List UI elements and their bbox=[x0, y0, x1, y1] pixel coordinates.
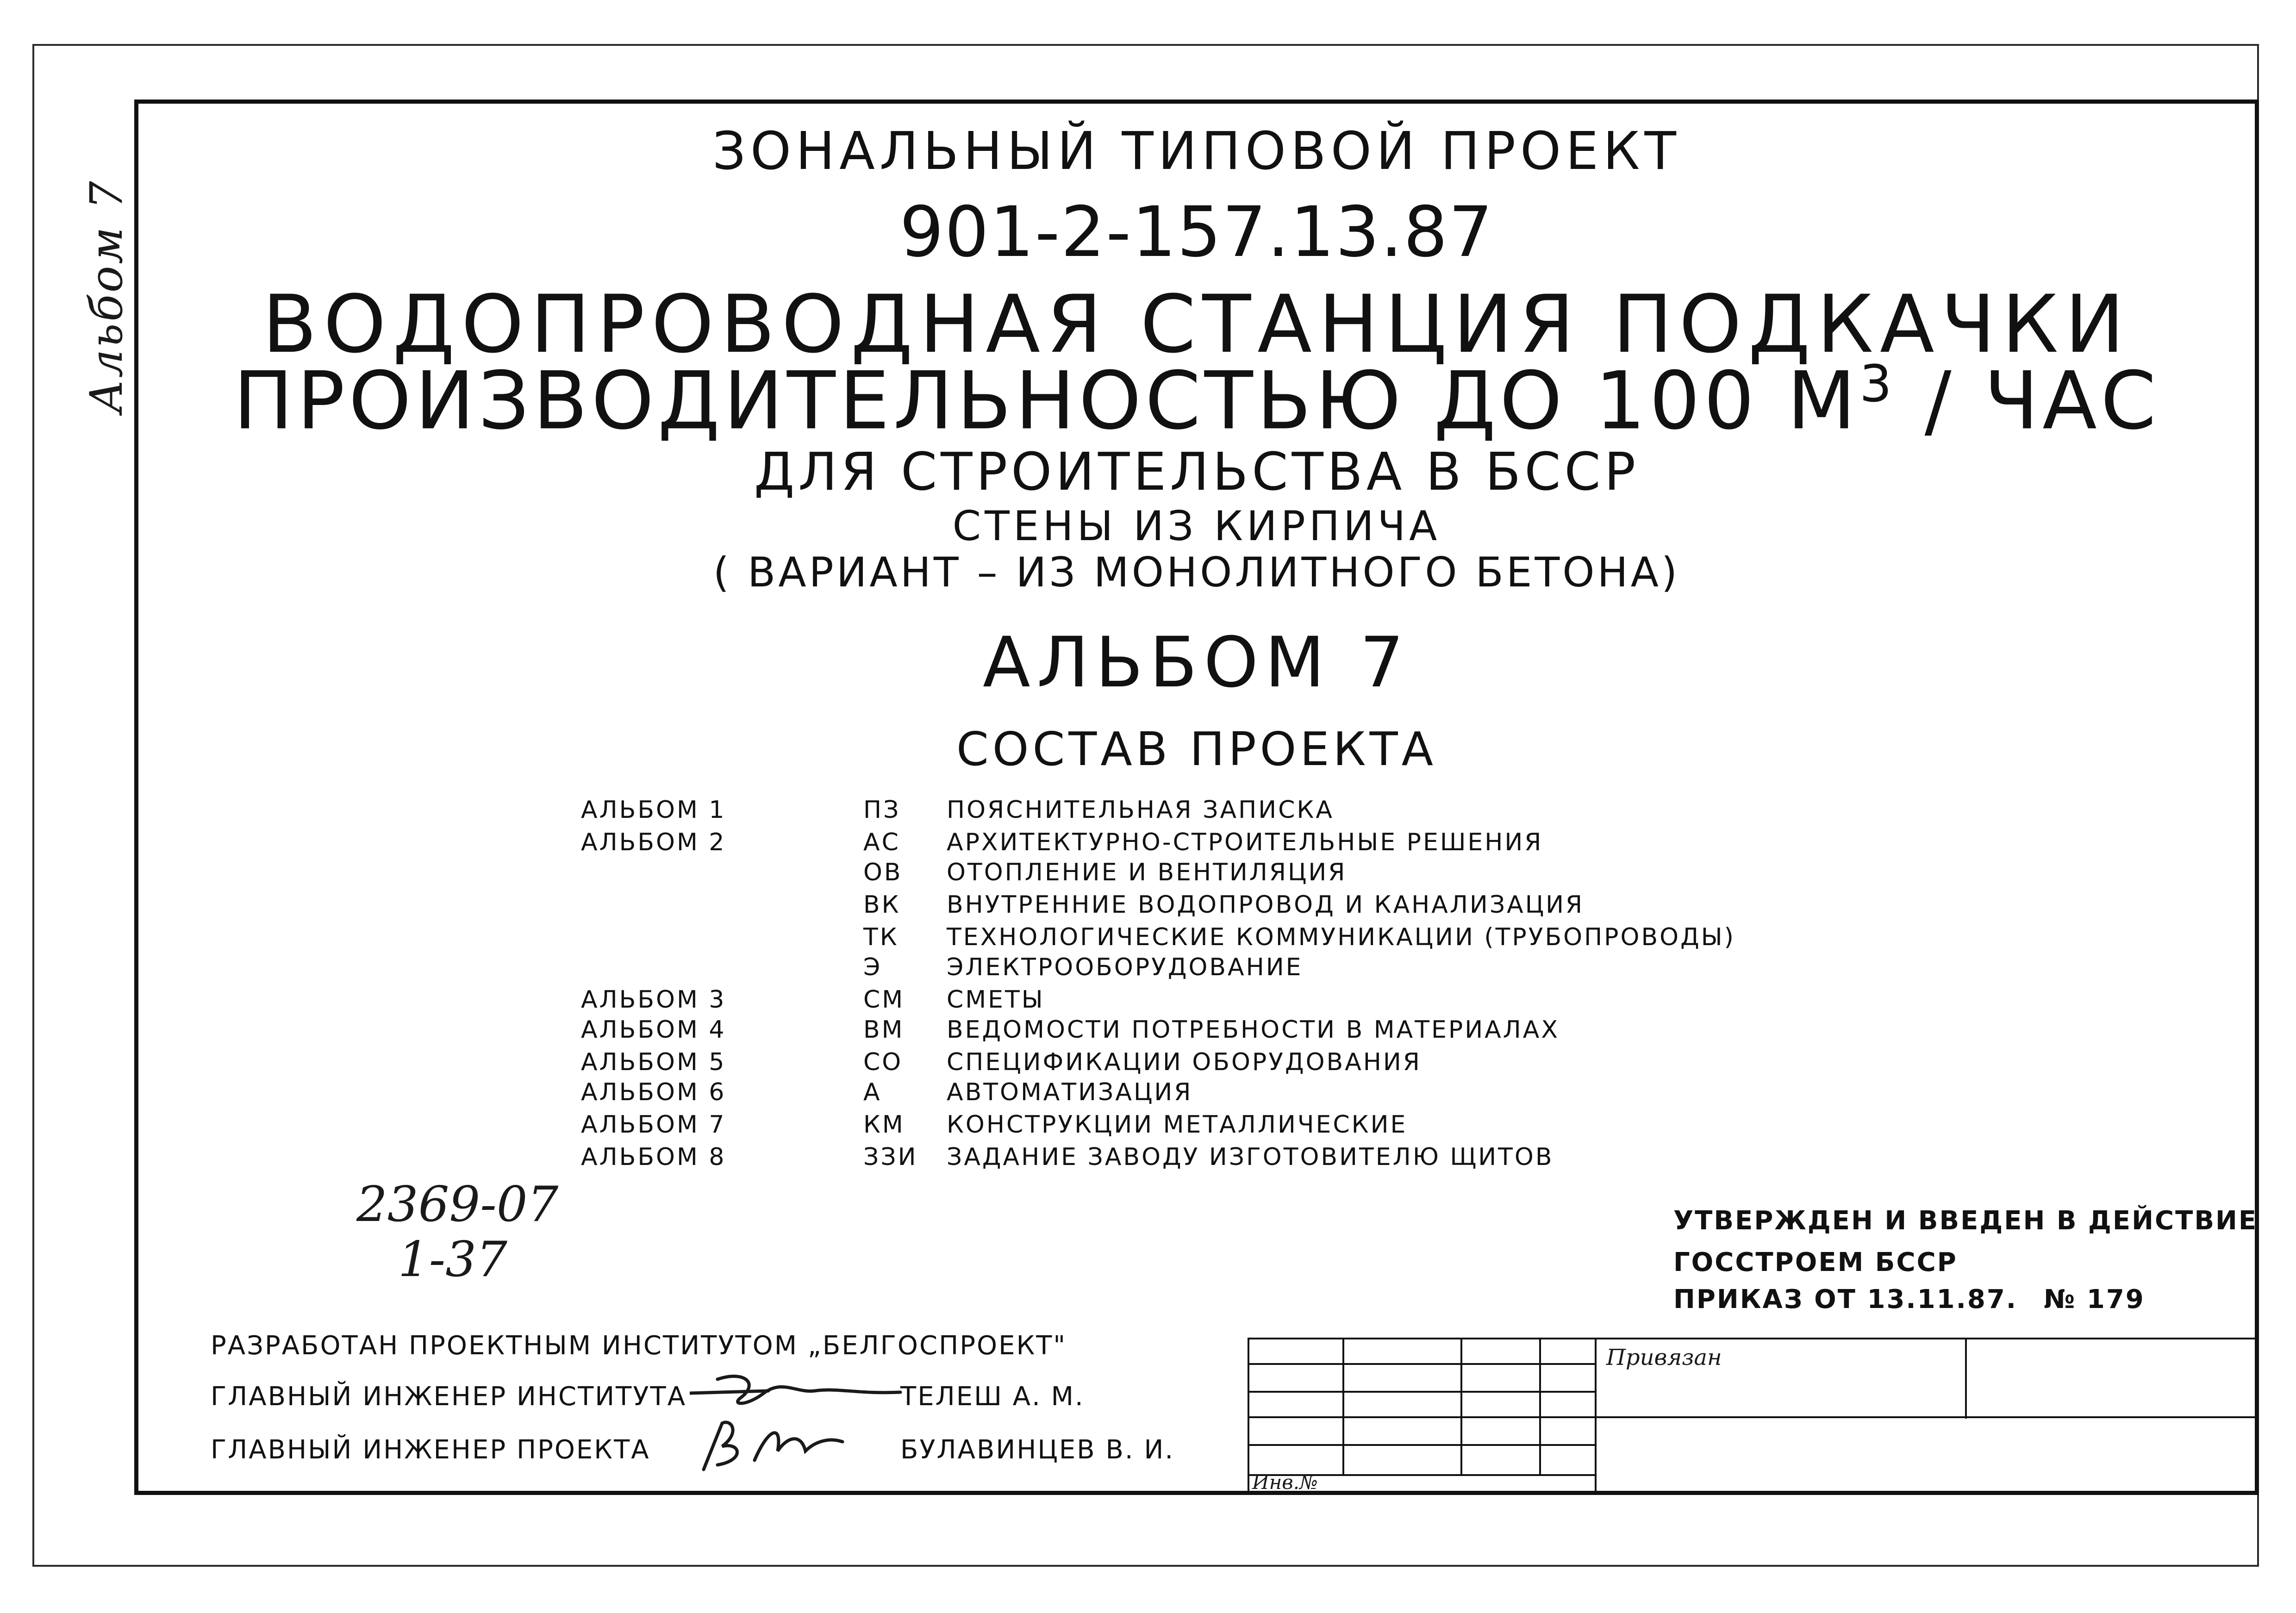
stamp-top-border bbox=[1248, 1338, 2259, 1339]
approval-order-number: № 179 bbox=[2044, 1284, 2145, 1314]
composition-description: СПЕЦИФИКАЦИИ ОБОРУДОВАНИЯ bbox=[947, 1048, 1422, 1076]
approval-order: ПРИКАЗ ОТ 13.11.87. bbox=[1673, 1284, 2018, 1314]
composition-code: ПЗ bbox=[863, 796, 901, 824]
composition-album: АЛЬБОМ 7 bbox=[581, 1111, 726, 1139]
composition-description: ВНУТРЕННИЕ ВОДОПРОВОД И КАНАЛИЗАЦИЯ bbox=[947, 891, 1585, 919]
signature-telesh bbox=[690, 1365, 903, 1416]
composition-code: ВМ bbox=[863, 1016, 905, 1044]
composition-description: ВЕДОМОСТИ ПОТРЕБНОСТИ В МАТЕРИАЛАХ bbox=[947, 1016, 1560, 1044]
chief-engineer-institute-name: ТЕЛЕШ А. М. bbox=[900, 1382, 1085, 1412]
chief-engineer-project-name: БУЛАВИНЦЕВ В. И. bbox=[900, 1435, 1175, 1465]
registration-number-line1: 2369-07 bbox=[356, 1176, 559, 1233]
composition-code: А bbox=[863, 1078, 882, 1106]
composition-description: КОНСТРУКЦИИ МЕТАЛЛИЧЕСКИЕ bbox=[947, 1111, 1408, 1139]
stamp-grid-line bbox=[1965, 1338, 1967, 1419]
composition-description: АРХИТЕКТУРНО-СТРОИТЕЛЬНЫЕ РЕШЕНИЯ bbox=[947, 828, 1543, 856]
stamp-grid-line bbox=[1460, 1338, 1462, 1474]
approval-line1: УТВЕРЖДЕН И ВВЕДЕН В ДЕЙСТВИЕ bbox=[1673, 1206, 2258, 1236]
side-note-album: Альбом 7 bbox=[81, 179, 132, 413]
chief-engineer-institute-label: ГЛАВНЫЙ ИНЖЕНЕР ИНСТИТУТА bbox=[211, 1382, 687, 1412]
walls-material: СТЕНЫ ИЗ КИРПИЧА bbox=[952, 502, 1441, 550]
composition-description: ОТОПЛЕНИЕ И ВЕНТИЛЯЦИЯ bbox=[947, 859, 1347, 886]
composition-description: ЭЛЕКТРООБОРУДОВАНИЕ bbox=[947, 953, 1303, 981]
composition-album: АЛЬБОМ 3 bbox=[581, 986, 726, 1014]
chief-engineer-project-label: ГЛАВНЫЙ ИНЖЕНЕР ПРОЕКТА bbox=[211, 1435, 650, 1465]
composition-album: АЛЬБОМ 2 bbox=[581, 828, 726, 856]
composition-album: АЛЬБОМ 6 bbox=[581, 1078, 726, 1106]
approval-line2: ГОССТРОЕМ БССР bbox=[1673, 1247, 1958, 1277]
album-title: АЛЬБОМ 7 bbox=[983, 623, 1410, 703]
composition-code: АС bbox=[863, 828, 900, 856]
project-name-line1: ВОДОПРОВОДНАЯ СТАНЦИЯ ПОДКАЧКИ bbox=[262, 278, 2131, 371]
registration-number-line2: 1-37 bbox=[398, 1231, 507, 1288]
stamp-grid-line bbox=[1248, 1444, 1595, 1446]
developer-institute: РАЗРАБОТАН ПРОЕКТНЫМ ИНСТИТУТОМ „БЕЛГОСПРОЕКТ" bbox=[211, 1331, 1067, 1361]
stamp-grid-line bbox=[1539, 1338, 1541, 1474]
project-number: 901-2-157.13.87 bbox=[899, 192, 1494, 273]
walls-variant: ( ВАРИАНТ – ИЗ МОНОЛИТНОГО БЕТОНА) bbox=[713, 548, 1680, 596]
signature-bulavintsev bbox=[690, 1414, 847, 1474]
composition-album: АЛЬБОМ 8 bbox=[581, 1143, 726, 1171]
composition-code: СО bbox=[863, 1048, 903, 1076]
stamp-inventory-label: Инв.№ bbox=[1252, 1471, 1318, 1494]
capacity-unit: / ЧАС bbox=[1895, 354, 2160, 448]
stamp-grid-line bbox=[1342, 1338, 1344, 1474]
composition-album: АЛЬБОМ 5 bbox=[581, 1048, 726, 1076]
composition-album: АЛЬБОМ 4 bbox=[581, 1016, 726, 1044]
composition-code: СМ bbox=[863, 986, 905, 1014]
composition-code: ВК bbox=[863, 891, 901, 919]
construction-region: ДЛЯ СТРОИТЕЛЬСТВА В БССР bbox=[754, 442, 1640, 502]
project-name-line2 bbox=[134, 354, 2259, 447]
composition-description: СМЕТЫ bbox=[947, 986, 1045, 1014]
stamp-grid-line bbox=[1248, 1391, 1595, 1393]
stamp-grid-line bbox=[1248, 1363, 1595, 1365]
composition-description: АВТОМАТИЗАЦИЯ bbox=[947, 1078, 1193, 1106]
composition-code: КМ bbox=[863, 1111, 905, 1139]
stamp-tied-label: Привязан bbox=[1606, 1345, 1722, 1370]
composition-code: ОВ bbox=[863, 859, 903, 886]
capacity-text: ПРОИЗВОДИТЕЛЬНОСТЬЮ ДО 100 М bbox=[233, 354, 1859, 448]
composition-code: ЗЗИ bbox=[863, 1143, 918, 1171]
composition-description: ПОЯСНИТЕЛЬНАЯ ЗАПИСКА bbox=[947, 796, 1334, 824]
composition-description: ЗАДАНИЕ ЗАВОДУ ИЗГОТОВИТЕЛЮ ЩИТОВ bbox=[947, 1143, 1554, 1171]
capacity-superscript: 3 bbox=[1859, 354, 1896, 413]
title-zonal-project: ЗОНАЛЬНЫЙ ТИПОВОЙ ПРОЕКТ bbox=[712, 121, 1681, 181]
stamp-grid-line bbox=[1248, 1416, 2259, 1418]
composition-code: Э bbox=[863, 953, 882, 981]
composition-code: ТК bbox=[863, 923, 899, 951]
composition-heading: СОСТАВ ПРОЕКТА bbox=[956, 722, 1437, 776]
composition-album: АЛЬБОМ 1 bbox=[581, 796, 726, 824]
composition-description: ТЕХНОЛОГИЧЕСКИЕ КОММУНИКАЦИИ (ТРУБОПРОВОДЫ) bbox=[947, 923, 1735, 951]
